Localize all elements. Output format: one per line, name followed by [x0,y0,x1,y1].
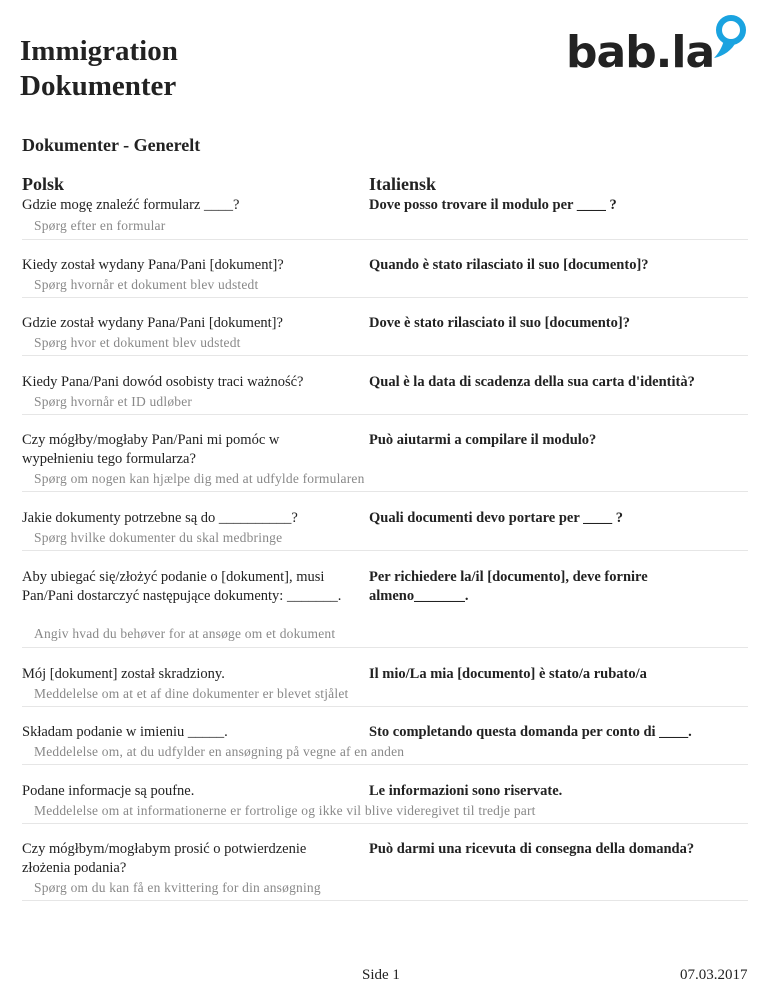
phrase-italian: Può aiutarmi a compilare il modulo? [369,432,597,448]
phrase-note: Meddelelse om at informationerne er fortrolige og ikke vil blive videregivet til tredje part [34,803,536,818]
row-divider [22,414,748,415]
phrase-polish: Czy mógłbym/mogłabym prosić o potwierdzenie złożenia podania? [22,841,307,876]
phrase-polish: Mój [dokument] został skradziony. [22,666,225,682]
phrase-italian: Quando è stato rilasciato il suo [documento]? [369,257,649,273]
phrase-italian: Può darmi una ricevuta di consegna della domanda? [369,841,695,857]
page-title-line-2: Dokumenter [20,70,177,102]
phrase-italian: Sto completando questa domanda per conto di ____. [369,724,692,740]
section-title: Dokumenter - Generelt [22,135,201,155]
phrase-polish: Kiedy został wydany Pana/Pani [dokument]? [22,257,284,273]
row-divider [22,764,748,765]
phrase-note: Meddelelse om, at du udfylder en ansøgning på vegne af en anden [34,744,405,759]
phrase-note: Spørg hvornår et ID udløber [34,394,193,409]
row-divider [22,550,748,551]
speech-bubble-icon [714,14,750,60]
phrase-note: Spørg hvilke dokumenter du skal medbringe [34,530,283,545]
phrase-note: Meddelelse om at et af dine dokumenter er blevet stjålet [34,686,349,701]
phrase-polish: Składam podanie w imieniu _____. [22,724,228,740]
page-number: Side 1 [362,967,400,983]
phrase-polish: Aby ubiegać się/złożyć podanie o [dokument], musi Pan/Pani dostarczyć następujące dokumenty: _______. [22,569,342,604]
column-header-polish: Polsk [22,174,65,194]
phrase-note: Spørg om nogen kan hjælpe dig med at udfylde formularen [34,471,365,486]
babla-logo[interactable] [566,14,754,80]
phrase-note: Spørg om du kan få en kvittering for din ansøgning [34,880,321,895]
phrase-note: Spørg hvornår et dokument blev udstedt [34,277,259,292]
document-date: 07.03.2017 [680,967,748,983]
page-title-line-1: Immigration [20,35,178,67]
phrase-italian: Dove posso trovare il modulo per ____ ? [369,197,617,213]
row-divider [22,355,748,356]
column-header-italian: Italiensk [369,174,437,194]
phrase-polish: Czy mógłby/mogłaby Pan/Pani mi pomóc w wypełnieniu tego formularza? [22,432,280,467]
page-title [20,34,178,104]
phrase-italian: Dove è stato rilasciato il suo [documento]? [369,315,630,331]
phrase-polish: Podane informacje są poufne. [22,783,195,799]
row-divider [22,239,748,240]
phrase-note: Angiv hvad du behøver for at ansøge om et dokument [34,626,336,641]
phrase-note: Spørg hvor et dokument blev udstedt [34,335,241,350]
phrase-polish: Gdzie został wydany Pana/Pani [dokument]? [22,315,283,331]
phrase-polish: Kiedy Pana/Pani dowód osobisty traci ważność? [22,374,304,390]
phrase-note: Spørg efter en formular [34,218,166,233]
row-divider [22,491,748,492]
phrase-italian: Le informazioni sono riservate. [369,783,563,799]
phrase-italian: Qual è la data di scadenza della sua carta d'identità? [369,374,695,390]
row-divider [22,900,748,901]
phrase-italian: Per richiedere la/il [documento], deve fornire almeno_______. [369,569,648,604]
phrase-polish: Jakie dokumenty potrzebne są do __________? [22,510,298,526]
row-divider [22,647,748,648]
row-divider [22,297,748,298]
logo-text: bab.la [566,27,715,78]
phrase-italian: Il mio/La mia [documento] è stato/a rubato/a [369,666,647,682]
phrase-polish: Gdzie mogę znaleźć formularz ____? [22,197,240,213]
phrase-italian: Quali documenti devo portare per ____ ? [369,510,624,526]
row-divider [22,706,748,707]
row-divider [22,823,748,824]
